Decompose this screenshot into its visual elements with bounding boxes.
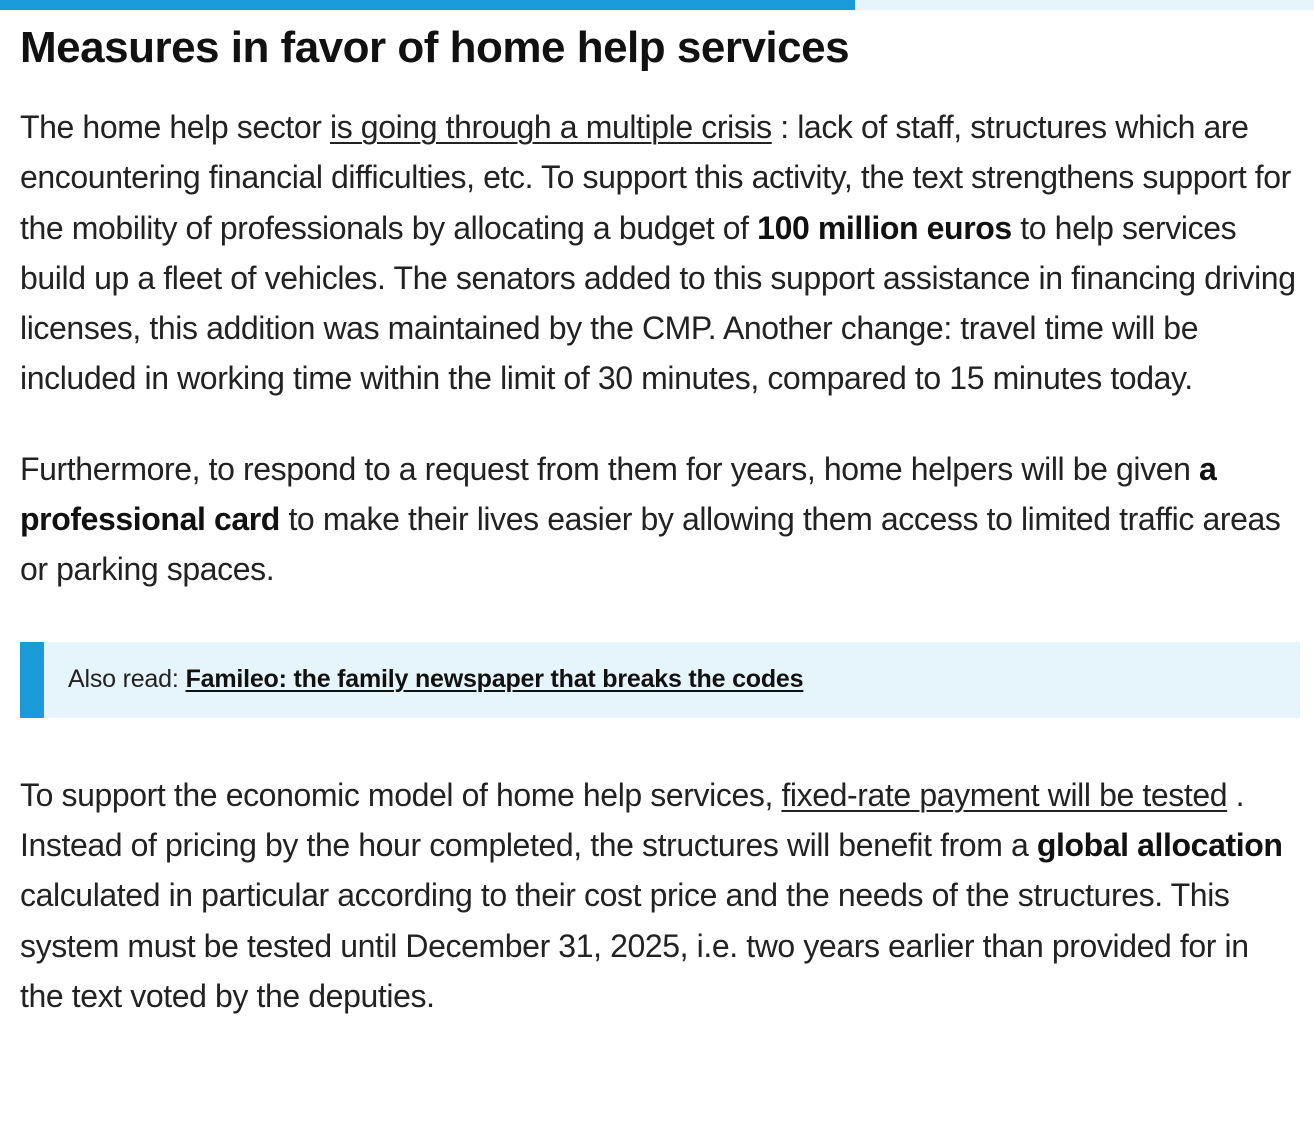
text-run: The home help sector — [20, 109, 330, 145]
text-run: Furthermore, to respond to a request from them for years, home helpers will be given — [20, 450, 1200, 487]
article-section — [20, 22, 1300, 1021]
text-run: to make their lives easier by allowing them access to limited traffic areas or parking spaces. — [20, 501, 1281, 588]
text-run: : lack of staff, structures which are encountering financial difficulties, etc. To support this activity, the text strengthens support for the mobility of professionals by allocating a budget of — [20, 109, 1291, 246]
fixed-rate-payment-link[interactable]: fixed-rate payment will be tested — [781, 776, 1228, 813]
text-run: to help services build up a fleet of vehicles. The senators added to this support assistance in financing driving licenses, this addition was maintained by the CMP. Another change: travel time will be included in working time within the limit of 30 minutes, compared to 15 minutes today. — [20, 209, 1296, 397]
text-run: calculated in particular according to their cost price and the needs of the structures. This system must be tested until December 31, 2025, i.e. two years earlier than provided for in the text voted by the deputies. — [20, 877, 1249, 1014]
also-read-label: Also read: — [68, 665, 179, 694]
budget-highlight: 100 million euros — [757, 209, 1012, 246]
paragraph-professional-card — [20, 444, 1300, 595]
reading-progress-fill — [0, 0, 855, 10]
reading-progress-bar — [0, 0, 1314, 10]
global-allocation-highlight: global allocation — [1036, 826, 1283, 863]
multiple-crisis-link[interactable]: is going through a multiple crisis — [330, 109, 772, 145]
text-run: . Instead of pricing by the hour completed, the structures will benefit from a — [20, 776, 1245, 863]
professional-card-highlight: a professional card — [20, 450, 1217, 538]
also-read-box — [20, 642, 1300, 718]
also-read-link[interactable]: Famileo: the family newspaper that breaks the codes — [185, 665, 804, 694]
section-heading: Measures in favor of home help services — [20, 23, 850, 72]
paragraph-economic-model — [20, 770, 1300, 1021]
paragraph-home-help-sector — [20, 102, 1300, 404]
text-run: To support the economic model of home help services, — [20, 776, 782, 813]
